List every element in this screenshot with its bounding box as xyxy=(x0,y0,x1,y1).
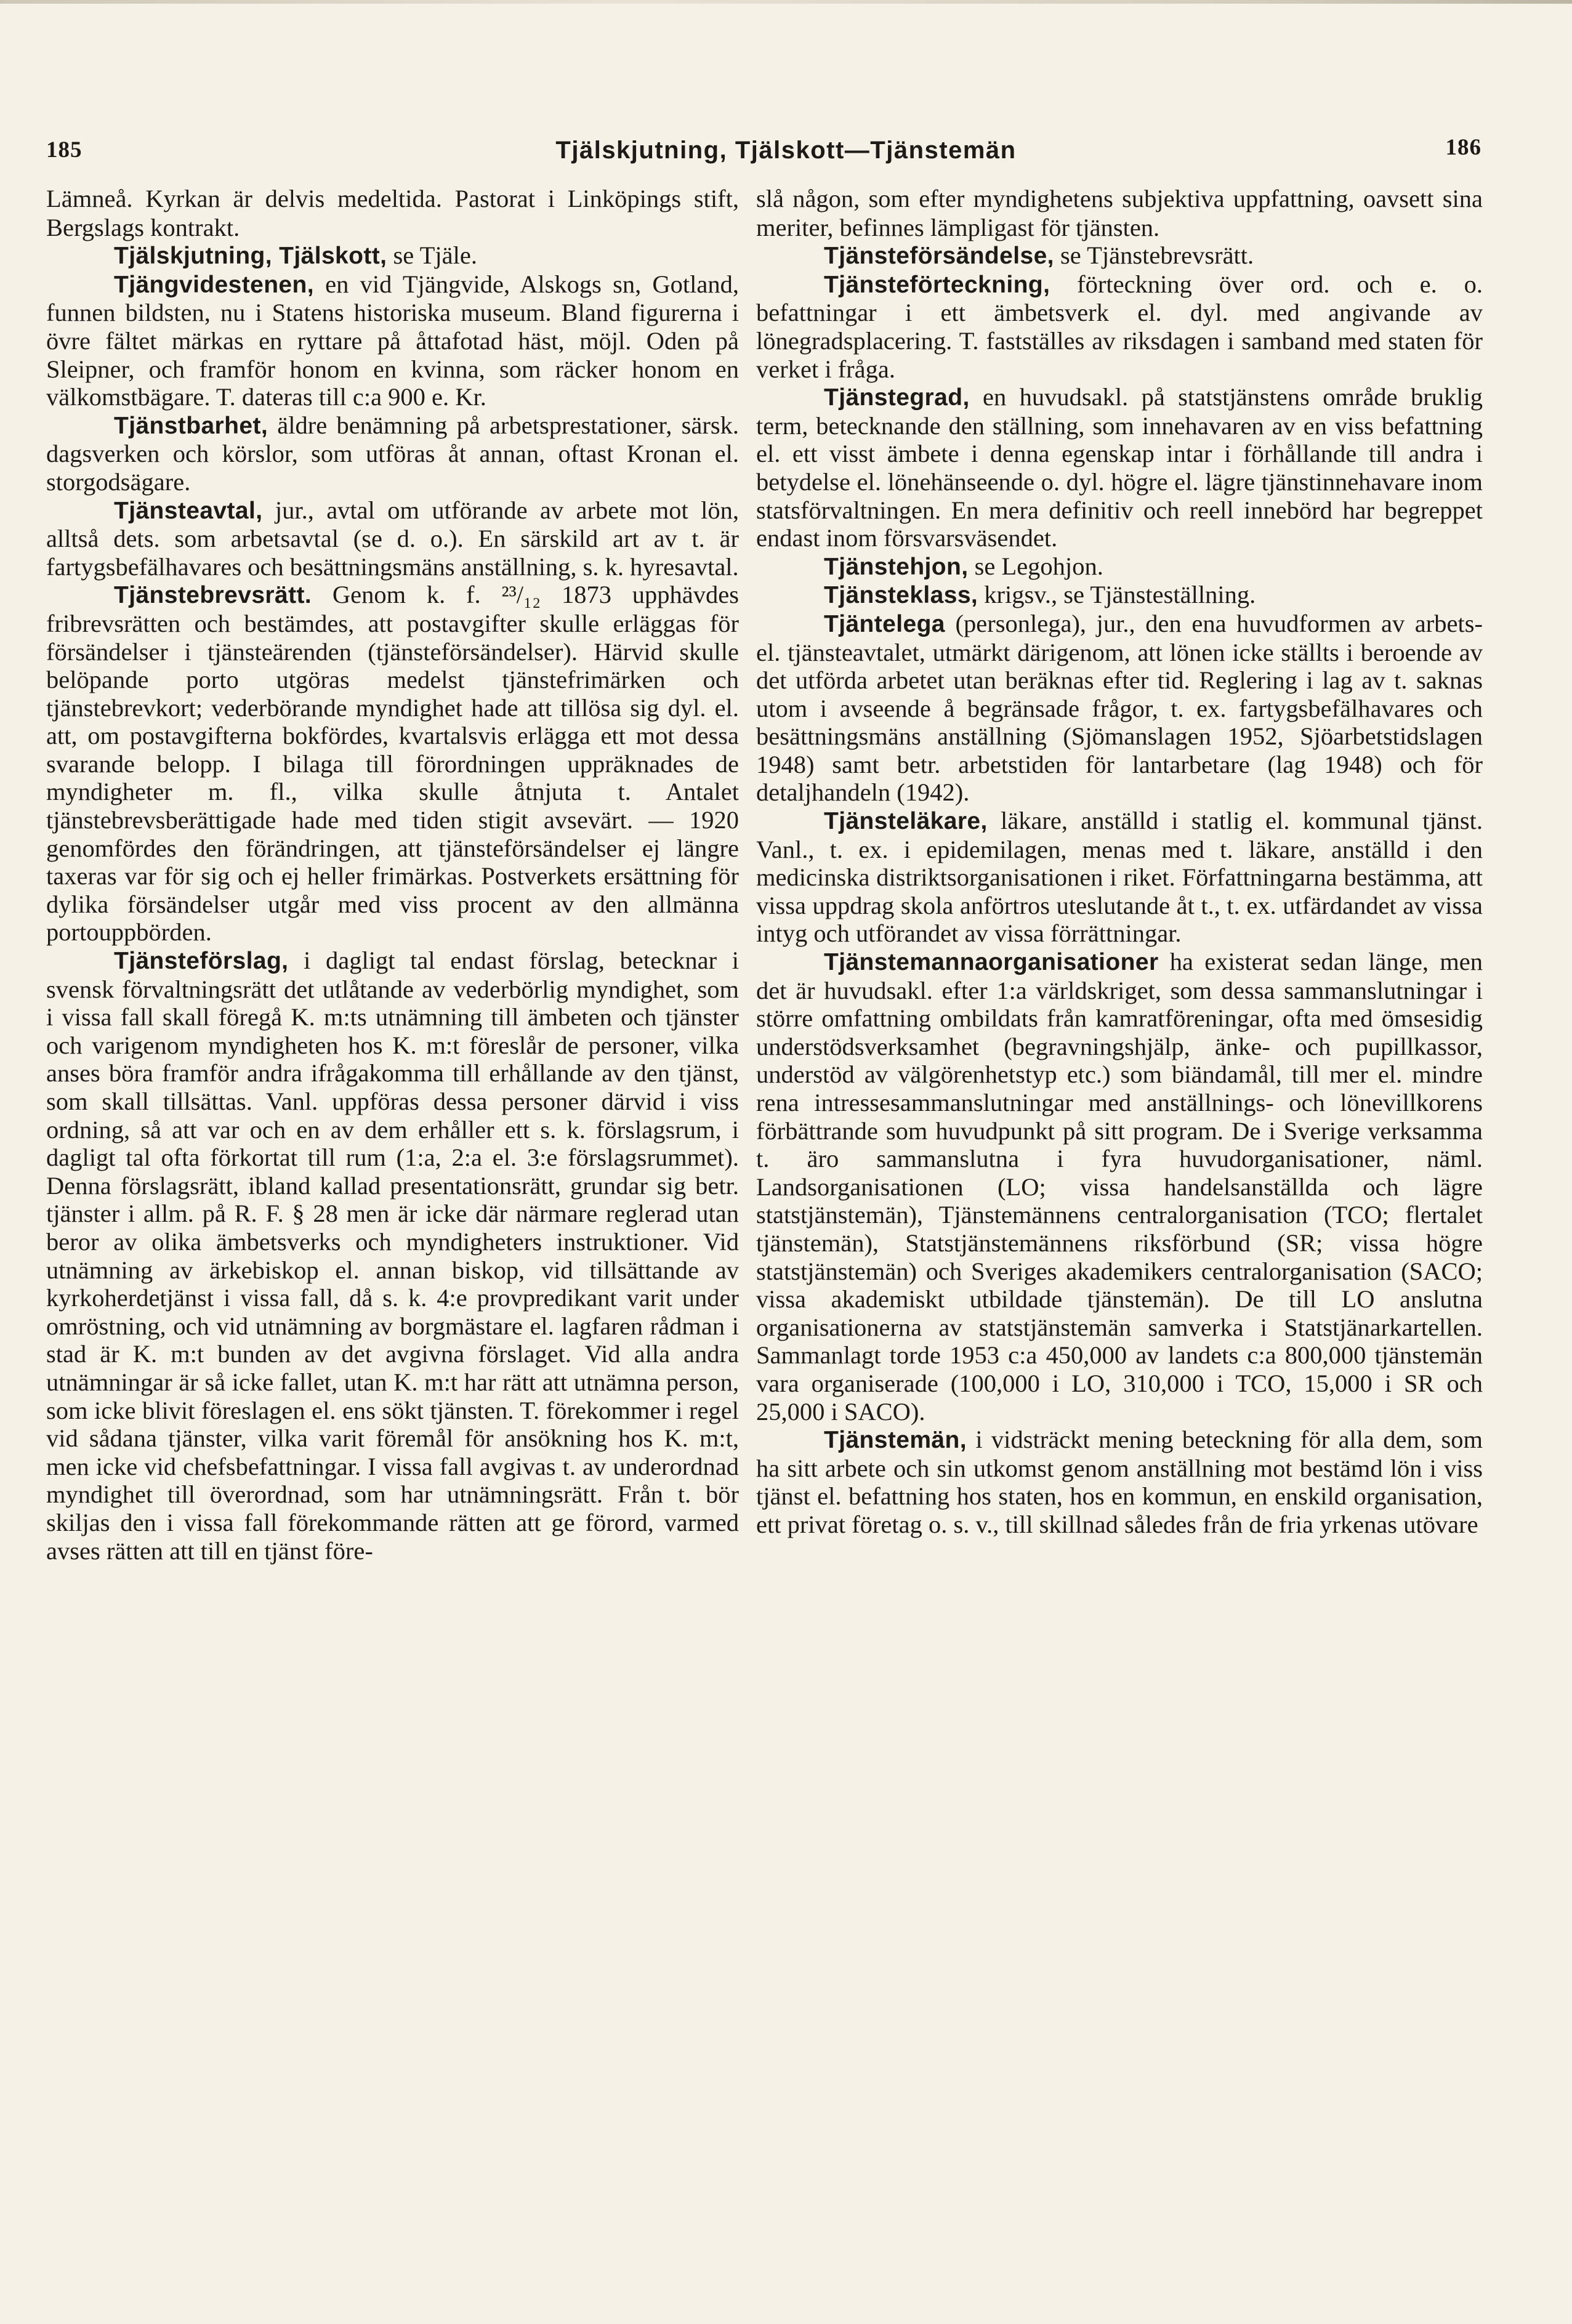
entry-text: en vid Tjängvide, Alskogs sn, Gotland, funnen bildsten, nu i Statens historiska museum. Bland figurerna i övre fältet märkas en ryttare på åttafotad häst, möjl. Oden på Sleipner, och framför honom en kvinna, som räcker honom en välkomstbägare. T. dateras till c:a 900 e. Kr. xyxy=(46,270,739,411)
right-column xyxy=(756,185,1483,1539)
entry xyxy=(756,552,1483,581)
entry-headword: Tjänsteförteckning, xyxy=(824,271,1050,298)
entry xyxy=(756,383,1483,552)
entry-headword: Tjänstegrad, xyxy=(824,384,970,411)
entry-text: i vidsträckt mening beteckning för alla dem, som ha sitt arbete och sin utkomst genom anställning mot bestämd lön i viss tjänst el. befattning hos staten, hos en kommun, en enskild organisation, ett privat företag o. s. v., till skillnad således från de fria yrkenas utövare xyxy=(756,1426,1483,1538)
entry-headword: Tjänstbarhet, xyxy=(114,412,268,439)
entry-headword: Tjänstemannaorganisationer xyxy=(824,949,1159,976)
entry-headword: Tjäntelega xyxy=(824,610,945,637)
entry-text: läkare, anställd i statlig el. kommunal tjänst. Vanl., t. ex. i epidemilagen, menas med t. läkare, anställd i den medicinska distriktsorganisationen i riket. Författningarna bestämma, att vissa uppdrag skola anförtros uteslutande åt t., t. ex. utfärdandet av vissa intyg och utförandet av vissa förrättningar. xyxy=(756,807,1483,948)
entry xyxy=(756,1426,1483,1538)
entry-headword: Tjänstehjon, xyxy=(824,553,969,580)
entry-text: i dagligt tal endast förslag, betecknar i svensk förvaltningsrätt det utlåtande av vederbörlig myndighet, som i vissa fall skall föregå K. m:ts utnämning till ämbeten och tjänster och varigenom myndigheten hos K. m:t föreslår de personer, vilka anses böra framför andra ifrågakomma till erhållande av den tjänst, som skall tillsättas. Vanl. uppföras dessa personer därvid i viss ordning, så att var och en av dem erhåller ett s. k. förslagsrum, i dagligt tal ofta förkortat till rum (1:a, 2:a el. 3:e förslagsrummet). Denna förslagsrätt, ibland kallad presentationsrätt, grundar sig betr. tjänster i allm. på R. F. § 28 men är icke där närmare reglerad utan beror av olika ämbetsverks och myndigheters instruktioner. Vid utnämning av ärkebiskop el. annan biskop, vid tillsättande av kyrkoherdetjänst i vissa fall, då s. k. 4:e provpredikant varit under omröstning, och vid utnämning av borgmästare el. lagfaren rådman i stad är K. m:t bunden av det avgivna förslaget. Vid alla andra utnämningar är så icke fallet, utan K. m:t har rätt att utnämna person, som icke blivit föreslagen el. ens sökt tjänsten. T. förekommer i regel vid sådana tjänster, vilka varit föremål för ansökning hos K. m:t, men icke vid chefsbefattningar. I vissa fall avgivas t. av underordnad myndighet till överordnad, som har utnämningsrätt. Från t. bör skiljas den i vissa fall förekommande rätten att ge förord, varmed avses rätten att till en tjänst före- xyxy=(46,946,739,1565)
entry xyxy=(756,185,1483,241)
entry xyxy=(46,270,739,411)
entry-headword: Tjängvidestenen, xyxy=(114,271,314,298)
entry xyxy=(756,270,1483,383)
scan-edge xyxy=(0,0,1572,4)
entry-text: slå någon, som efter myndighetens subjektiva uppfattning, oavsett sina meriter, befinnes lämpligast för tjänsten. xyxy=(756,185,1483,241)
running-head: Tjälskjutning, Tjälskott—Tjänstemän xyxy=(555,137,1017,164)
entry-headword: Tjänsteläkare, xyxy=(824,808,988,835)
left-column xyxy=(46,185,739,1565)
entry-text: en huvudsakl. på statstjänstens område bruklig term, betecknande den ställning, som innehavaren av en viss befattning el. ett visst ämbete i denna egenskap intar i förhållande till andra i betydelse el. lönehänseende o. dyl. högre el. lägre tjänstinnehavare inom statsförvaltningen. En mera definitiv och reell innebörd har begreppet endast inom försvarsväsendet. xyxy=(756,383,1483,552)
entry xyxy=(756,948,1483,1426)
entry xyxy=(46,411,739,496)
entry-text: se Legohjon. xyxy=(968,552,1103,580)
entry xyxy=(46,496,739,581)
entry-headword: Tjälskjutning, Tjälskott, xyxy=(114,243,387,270)
page-number-right: 186 xyxy=(1445,135,1481,160)
entry xyxy=(756,610,1483,807)
entry xyxy=(756,807,1483,948)
entry-headword: Tjänsteförsändelse, xyxy=(824,243,1054,270)
entry-headword: Tjänsteavtal, xyxy=(114,497,263,524)
entry xyxy=(46,241,739,270)
entry xyxy=(756,581,1483,610)
entry xyxy=(46,185,739,241)
entry-text: äldre benämning på arbetsprestationer, särsk. dagsverken och körslor, som utföras åt annan, oftast Kronan el. storgodsägare. xyxy=(46,411,739,496)
entry-text: förteckning över ord. och e. o. befattningar i ett ämbetsverk el. dyl. med angivande av lönegradsplacering. T. fastställes av riksdagen i samband med staten för verket i fråga. xyxy=(756,270,1483,383)
entry-text: jur., avtal om utförande av arbete mot lön, alltså dets. som arbetsavtal (se d. o.). En särskild art av t. är fartygsbefälhavares och besättningsmäns anställning, s. k. hyresavtal. xyxy=(46,496,739,581)
entry-text: se Tjänstebrevsrätt. xyxy=(1054,241,1254,270)
entry-text: Lämneå. Kyrkan är delvis medeltida. Pastorat i Linköpings stift, Bergslags kontrakt. xyxy=(46,185,739,241)
entry-headword: Tjänstebrevsrätt. xyxy=(114,582,312,609)
entry-headword: Tjänsteklass, xyxy=(824,582,978,609)
page-number-left: 185 xyxy=(46,137,83,163)
page-header xyxy=(0,137,1572,180)
entry-text: se Tjäle. xyxy=(387,241,477,270)
entry xyxy=(46,581,739,946)
entry-text: (personlega), jur., den ena huvudformen av arbets- el. tjänsteavtalet, utmärkt därigenom, att lönen icke ställts i beroende av det utförda arbetet utan beräknas efter tid. Reglering i lag av t. saknas utom i avseende å begränsade frågor, t. ex. fartygsbefälhavares och besättningsmäns anställning (Sjömanslagen 1952, Sjöarbetstidslagen 1948) samt betr. arbetstiden för lantarbetare (lag 1948) och för detaljhandeln (1942). xyxy=(756,609,1483,807)
entry xyxy=(756,241,1483,270)
entry-text: krigsv., se Tjänsteställning. xyxy=(978,581,1256,609)
entry-headword: Tjänsteförslag, xyxy=(114,948,289,975)
entry-text: ha existerat sedan länge, men det är huvudsakl. efter 1:a världskriget, som dessa sammanslutningar i större omfattning ombildats från kamratföreningar, ofta med ömsesidig understödsverksamhet (begravningshjälp, änke- och pupillkassor, understöd av välgörenhetstyp etc.) som biändamål, till mer el. mindre rena intressesammanslutningar med anställnings- och lönevillkorens förbättrande som huvudpunkt på sitt program. De i Sverige verksamma t. äro sammanslutna i fyra huvudorganisationer, näml. Landsorganisationen (LO; vissa handelsanställda och lägre statstjänstemän), Tjänstemännens centralorganisation (TCO; flertalet tjänstemän), Statstjänstemännens riksförbund (SR; vissa högre statstjänstemän) och Sveriges akademikers centralorganisation (SACO; vissa akademiskt utbildade tjänstemän). De till LO anslutna organisationerna av statstjänstemän samverka i Statstjänarkartellen. Sammanlagt torde 1953 c:a 450,000 av landets c:a 800,000 tjänstemän vara organiserade (100,000 i LO, 310,000 i TCO, 15,000 i SR och 25,000 i SACO). xyxy=(756,948,1483,1426)
entry xyxy=(46,946,739,1565)
entry-headword: Tjänstemän, xyxy=(824,1427,967,1454)
entry-text: Genom k. f. ²³/₁₂ 1873 upphävdes fribrevsrätten och bestämdes, att postavgifter skulle erläggas för försändelser i tjänsteärenden (tjänsteförsändelser). Härvid skulle belöpande porto utgöras medelst tjänstefrimärken och tjänstebrevkort; vederbörande myndighet hade att tillösa sig dyl. el. att, om postavgifterna bokfördes, kvartalsvis erlägga ett mot dessa svarande belopp. I bilaga till förordningen uppräknades de myndigheter m. fl., vilka skulle åtnjuta t. Antalet tjänstebrevsberättigade hade med tiden stigit avsevärt. — 1920 genomfördes den förändringen, att tjänsteförsändelser ej längre taxeras var för sig och ej heller frimärkas. Postverkets ersättning för dylika försändelser utgår med viss procent av den allmänna portouppbörden. xyxy=(46,581,739,946)
